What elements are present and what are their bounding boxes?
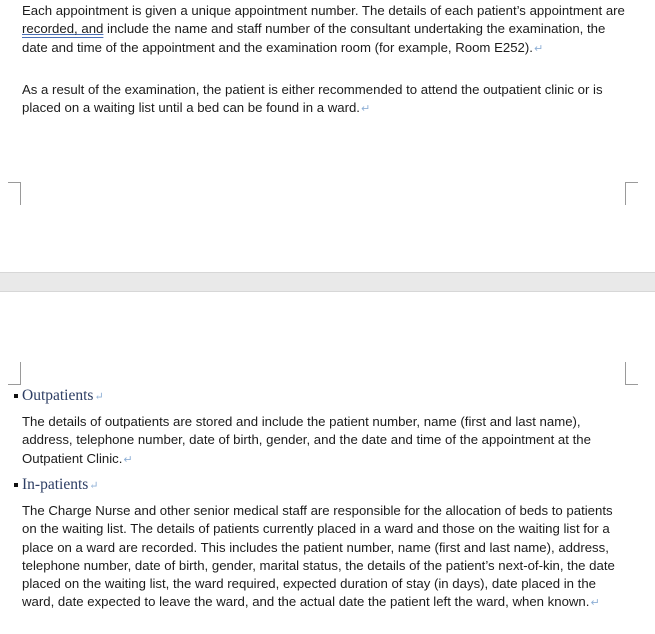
margin-corner-mark-icon xyxy=(625,362,638,385)
paragraph-text: The Charge Nurse and other senior medical staff are responsible for the allocation of beds to patients on the waiting list. The details of patients currently placed in a ward and those on the waiting list for a place on a ward are recorded. This includes the patient number, name (first and last name), address, telephone number, date of birth, gender, marital status, the details of the patient’s next-of-kin, the date placed on the waiting list, the ward required, expected duration of stay (in days), date placed in the ward, date expected to leave the ward, and the actual date the patient left the ward, when known. xyxy=(22,503,615,610)
paragraph-mark-icon: ↵ xyxy=(89,479,99,492)
paragraph-mark-icon: ↵ xyxy=(533,42,544,55)
margin-corner-mark-icon xyxy=(8,362,21,385)
paragraph-text: include the name and staff number of the consultant undertaking the examination, the date and time of the appointment and the examination room (for example, Room E252). xyxy=(22,21,606,55)
document-page-top xyxy=(0,0,655,272)
heading-outpatients[interactable] xyxy=(14,387,104,405)
paragraph-outpatients-details xyxy=(22,413,628,469)
paragraph-examination-result xyxy=(22,81,628,119)
paragraph-text: The details of outpatients are stored and include the patient number, name (first and last name), address, telephone number, date of birth, gender, and the date and time of the appointment at the Outpatient Clinic. xyxy=(22,414,591,466)
paragraph-inpatients-details xyxy=(22,502,628,613)
paragraph-mark-icon: ↵ xyxy=(360,103,371,116)
grammar-flagged-text[interactable]: recorded, and xyxy=(22,21,104,37)
heading-inpatients[interactable] xyxy=(14,476,99,494)
heading-text: In-patients xyxy=(22,476,89,493)
heading-bullet-icon xyxy=(14,394,18,398)
margin-corner-mark-icon xyxy=(8,182,21,205)
paragraph-text: As a result of the examination, the patient is either recommended to attend the outpatient clinic or is placed on a waiting list until a bed can be found in a ward. xyxy=(22,82,603,116)
page-break-gap xyxy=(0,272,655,292)
paragraph-appointment-details xyxy=(22,2,628,58)
paragraph-text: Each appointment is given a unique appointment number. The details of each patient’s appointment are xyxy=(22,3,625,18)
paragraph-mark-icon: ↵ xyxy=(123,453,133,466)
paragraph-mark-icon: ↵ xyxy=(94,390,104,403)
heading-bullet-icon xyxy=(14,483,18,487)
heading-text: Outpatients xyxy=(22,387,94,404)
margin-corner-mark-icon xyxy=(625,182,638,205)
paragraph-mark-icon: ↵ xyxy=(590,597,600,610)
